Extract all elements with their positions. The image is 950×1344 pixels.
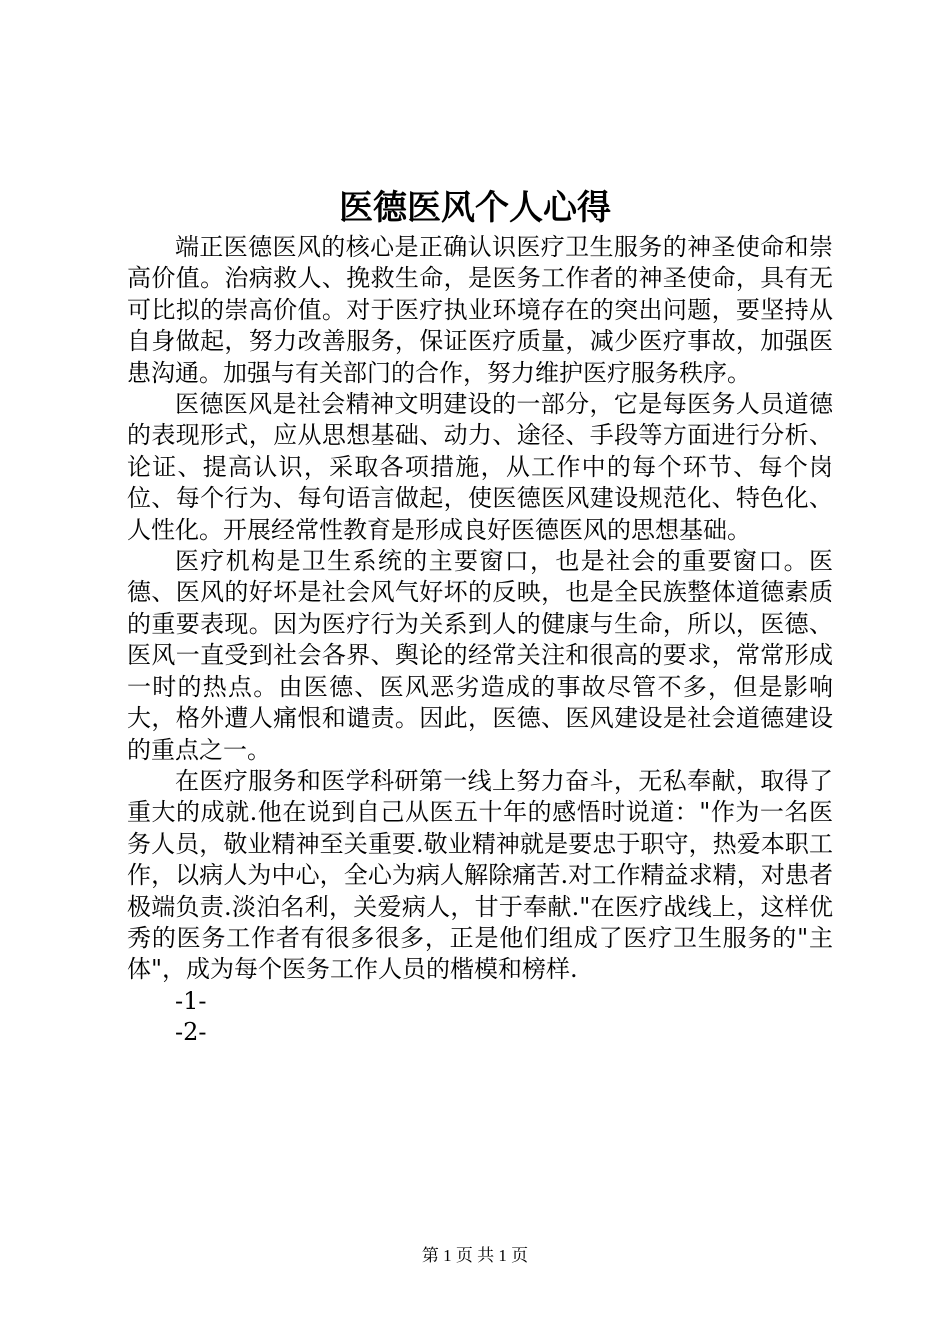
page-mark-2: -2- <box>175 1018 207 1047</box>
document-body <box>127 232 833 1049</box>
document-title: 医德医风个人心得 <box>339 188 611 228</box>
paragraph-1: 端正医德医风的核心是正确认识医疗卫生服务的神圣使命和崇高价值。治病救人、挽救生命，是医务工作者的神圣使命，具有无可比拟的崇高价值。对于医疗执业环境存在的突出问题，要坚持从自身做起，努力改善服务，保证医疗质量，减少医疗事故，加强医患沟通。加强与有关部门的合作，努力维护医疗服务秩序。 <box>127 233 833 387</box>
page-footer: 第 1 页 共 1 页 <box>421 1246 529 1265</box>
page-mark-1: -1- <box>175 986 207 1015</box>
paragraph-3: 医疗机构是卫生系统的主要窗口，也是社会的重要窗口。医德、医风的好坏是社会风气好坏的反映，也是全民族整体道德素质的重要表现。因为医疗行为关系到人的健康与生命，所以，医德、医风一直受到社会各界、舆论的经常关注和很高的要求，常常形成一时的热点。由医德、医风恶劣造成的事故尽管不多，但是影响大，格外遭人痛恨和谴责。因此，医德、医风建设是社会道德建设的重点之一。 <box>127 547 833 764</box>
paragraph-2: 医德医风是社会精神文明建设的一部分，它是每医务人员道德的表现形式，应从思想基础、动力、途径、手段等方面进行分析、论证、提高认识，采取各项措施，从工作中的每个环节、每个岗位、每个行为、每句语言做起，使医德医风建设规范化、特色化、人性化。开展经常性教育是形成良好医德医风的思想基础。 <box>127 390 833 544</box>
paragraph-4: 在医疗服务和医学科研第一线上努力奋斗，无私奉献，取得了重大的成就.他在说到自己从医五十年的感悟时说道："作为一名医务人员，敬业精神至关重要.敬业精神就是要忠于职守，热爱本职工作，以病人为中心，全心为病人解除痛苦.对工作精益求精，对患者极端负责.淡泊名利，关爱病人，甘于奉献."在医疗战线上，这样优秀的医务工作者有很多很多，正是他们组成了医疗卫生服务的"主体"，成为每个医务工作人员的楷模和榜样. <box>127 766 833 984</box>
